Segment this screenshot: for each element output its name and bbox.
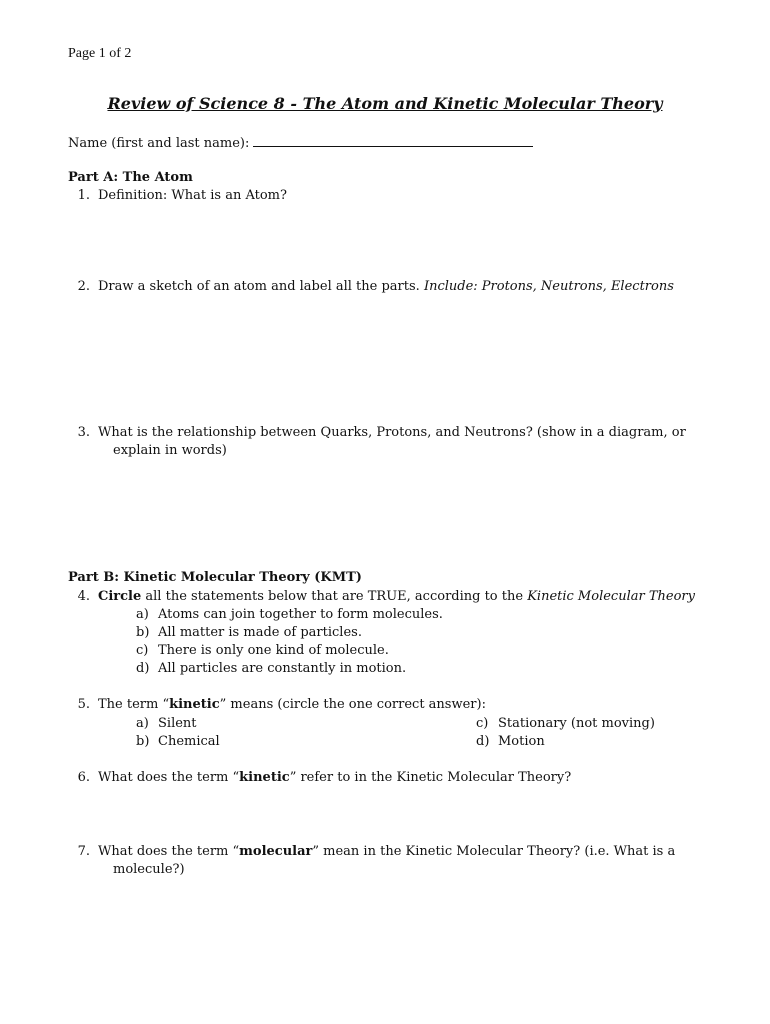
option-letter: a)	[136, 716, 149, 731]
option-text: Silent	[158, 716, 197, 731]
question-2	[68, 279, 674, 294]
question-7	[68, 844, 675, 859]
name-field-row	[68, 134, 533, 151]
option-text: Atoms can join together to form molecules.	[158, 607, 443, 622]
question-6	[68, 770, 571, 785]
option-4b	[136, 625, 362, 640]
question-number: 2.	[77, 279, 90, 294]
question-1	[68, 188, 287, 203]
option-letter: c)	[136, 643, 149, 658]
question-4	[68, 589, 695, 604]
question-number: 6.	[77, 770, 90, 785]
option-text: All matter is made of particles.	[158, 625, 362, 640]
option-5c	[476, 716, 655, 731]
question-bold-word: kinetic	[239, 770, 290, 785]
question-text: Definition: What is an Atom?	[98, 188, 287, 203]
option-4a	[136, 607, 443, 622]
option-letter: a)	[136, 607, 149, 622]
question-text-pre: What does the term “	[98, 844, 240, 859]
question-text-line1: What is the relationship between Quarks, Protons, and Neutrons? (show in a diagram, or	[98, 425, 686, 440]
question-5	[68, 697, 486, 712]
option-text: Motion	[498, 734, 545, 749]
option-text: Chemical	[158, 734, 220, 749]
part-a-heading: Part A: The Atom	[68, 170, 193, 185]
part-b-heading: Part B: Kinetic Molecular Theory (KMT)	[68, 570, 362, 585]
option-letter: c)	[476, 716, 489, 731]
question-text-post: ” refer to in the Kinetic Molecular Theory?	[289, 770, 572, 785]
question-text-pre: What does the term “	[98, 770, 240, 785]
option-5b	[136, 734, 220, 749]
name-label: Name (first and last name):	[68, 136, 250, 151]
question-text: Draw a sketch of an atom and label all the parts.	[98, 279, 424, 294]
question-7-line2: molecule?)	[113, 862, 185, 877]
question-include-note: Include: Protons, Neutrons, Electrons	[423, 279, 674, 294]
option-letter: d)	[476, 734, 490, 749]
option-5d	[476, 734, 545, 749]
question-number: 7.	[77, 844, 90, 859]
question-text-pre: The term “	[98, 697, 170, 712]
option-text: All particles are constantly in motion.	[158, 661, 407, 676]
question-italic-term: Kinetic Molecular Theory	[527, 589, 695, 604]
question-number: 4.	[77, 589, 90, 604]
option-4c	[136, 643, 389, 658]
question-3	[68, 425, 686, 440]
option-letter: b)	[136, 625, 150, 640]
option-letter: b)	[136, 734, 150, 749]
option-letter: d)	[136, 661, 150, 676]
question-bold-word: molecular	[239, 844, 313, 859]
question-number: 3.	[77, 425, 90, 440]
question-bold-word: kinetic	[169, 697, 220, 712]
question-text-post: ” mean in the Kinetic Molecular Theory? (i.e. What is a	[312, 844, 676, 859]
option-5a	[136, 716, 197, 731]
option-text: Stationary (not moving)	[498, 716, 655, 731]
name-blank-line	[253, 134, 533, 147]
page-number: Page 1 of 2	[68, 46, 132, 61]
question-text: all the statements below that are TRUE, according to the	[141, 589, 528, 604]
question-3-line2: explain in words)	[113, 443, 227, 458]
question-text-post: ” means (circle the one correct answer):	[219, 697, 486, 712]
question-number: 1.	[77, 188, 90, 203]
option-4d	[136, 661, 406, 676]
document-title: Review of Science 8 - The Atom and Kinetic Molecular Theory	[107, 94, 663, 113]
question-number: 5.	[77, 697, 90, 712]
option-text: There is only one kind of molecule.	[158, 643, 389, 658]
question-bold-word: Circle	[98, 589, 142, 604]
